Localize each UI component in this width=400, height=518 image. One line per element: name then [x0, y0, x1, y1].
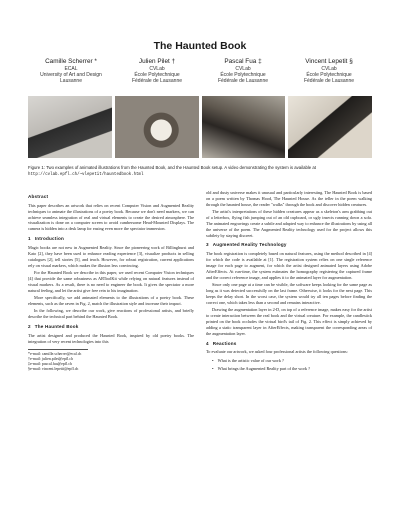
paragraph: old and dusty universe makes it unusual and particularly interesting. The Haunted Book is based on a poem written by Thomas Hood, The Haunted House. As the teller in the poem walking through the haunted house, the reader "walks" through the book and discover hidden creatures. [206, 190, 372, 207]
section-heading [206, 341, 372, 347]
figure-photo-book-hands [28, 96, 112, 158]
paragraph: Magic books are not new in Augmented Reality. Since the pioneering work of Billinghurst and Kato [2], they have been used to enhance reading experience [3], visualize products in selling catalogues [2], tell stories [5], and teach. However, for robust registration, current applications rely on visual markers, which makes the illusion less convincing. [28, 244, 194, 268]
list-item-text: What is the artistic value of our work ? [217, 357, 284, 363]
footnote: *e-mail: camille.scherrer@ecal.ch [28, 351, 82, 356]
figure-1 [28, 96, 372, 158]
author-affiliation: Lausanne [60, 77, 82, 84]
author-affiliation: École Polytechnique [306, 71, 352, 78]
list-item [212, 366, 372, 372]
section-number: 3 [206, 242, 209, 248]
author-list [28, 58, 372, 84]
paragraph: For the Haunted Book we describe in this paper, we used recent Computer Vision techniques [4] that provide the same robustness as ARToolKit while relying on natural features instead of visual markers. As a result, there is no need to engineer the book. It gives the spectator a more natural feeling, and let the artist give free rein to his imagination. [28, 269, 194, 293]
paragraph: The artist designed and produced the Haunted Book, inspired by old poetry books. The integration of very recent technologies into this [28, 332, 194, 344]
bullet-icon: • [212, 366, 214, 372]
bullet-icon: • [212, 357, 214, 363]
author-affiliation: University of Art and Design [40, 71, 102, 78]
author-affiliation: Fédérale de Lausanne [217, 77, 269, 84]
section-number: 4 [206, 340, 209, 346]
caption-text: Figure 1: Two examples of animated illustrations from the Haunted Book, and the Haunted Book setup. A video demonstrating the system is available at [28, 165, 316, 170]
paragraph: In the following, we describe our work, give reactions of professional artists, and briefly describe the technical part behind the Haunted Book. [28, 308, 194, 320]
author-affiliation: ECAL [64, 65, 78, 72]
paragraph: The artist's interpretations of these hidden creatures appear as a skeleton's arm grabbing out of a letterbox, flying fish jumping out of an old cupboard, or ugly insects running down a sofa. The animated engravings create a subtle and adapted way to enhance the illustrations by using all the universe of the poem. The Augmented Reality technology used for the project allows this subtlety by staying discreet. [206, 209, 372, 238]
section-title: Augmented Reality Technology [212, 242, 287, 248]
footnote: ‡e-mail: pascal.fua@epfl.ch [28, 362, 72, 367]
section-title: Reactions [212, 340, 237, 346]
author-block [114, 58, 200, 84]
paragraph: To evaluate our artwork, we asked four professional artists the following questions: [206, 349, 348, 355]
section-title: The Haunted Book [34, 324, 79, 330]
author-name: Pascal Fua ‡ [224, 58, 262, 65]
figure-photo-animated-illustration [202, 96, 286, 158]
abstract-heading [28, 194, 194, 200]
list-item-text: What brings the Augmented Reality part of the work ? [217, 366, 310, 372]
author-affiliation: CVLab [149, 65, 165, 72]
paper-title: The Haunted Book [153, 40, 247, 52]
author-affiliation: École Polytechnique [134, 71, 180, 78]
paragraph: Drawing the augmentation layer in 2-D, on top of a reference image, makes easy for the artist to create interaction between the real book and the virtual creature. For example, the candlestick printed on the book occludes the virtual bird's tail of Fig. 2. This effect is simply achieved by adding a static transparent layer in AfterEffects, making transparent the corresponding areas of the augmentation layer. [206, 307, 372, 336]
paragraph: More specifically, we add animated elements to the illustrations of a poetry book. These elements, such as the raven in Fig. 2, match the illustration style and increase their impact. [28, 295, 194, 306]
author-name: Vincent Lepetit § [305, 58, 353, 65]
footnote: †e-mail: julien.pilet@epfl.ch [28, 356, 73, 361]
author-block [200, 58, 286, 84]
author-block [286, 58, 372, 84]
caption-url[interactable]: http://cvlab.epfl.ch/~vlepetit/hauntedbook.html [28, 172, 144, 177]
section-title: Introduction [34, 236, 64, 242]
author-affiliation: Fédérale de Lausanne [303, 77, 355, 84]
list-item [212, 358, 372, 364]
author-affiliation: CVLab [321, 65, 337, 72]
author-affiliation: École Polytechnique [220, 71, 266, 78]
author-block [28, 58, 114, 84]
right-column [206, 190, 372, 373]
section-heading [28, 324, 194, 330]
figure-photo-book-setup [288, 96, 372, 158]
abstract-heading-text: Abstract [28, 194, 49, 199]
footnotes [28, 352, 194, 373]
figure-photo-animated-illustration [115, 96, 199, 158]
paragraph: The book registration is completely based on natural features, using the method described in [4] for which the code is available at [1]. The registration system relies on one single reference image for each page to augment, for which the artist designed animated layers using Adobe AfterEffects. At run-time, the system estimates the homography registering the captured frame and the correct reference image, and applies it to the animated layer for augmentation. [206, 251, 372, 280]
left-column [28, 190, 194, 373]
author-name: Julien Pilet † [138, 58, 176, 65]
figure-caption [28, 165, 372, 178]
section-heading [28, 236, 194, 242]
paragraph: Since only one page at a time can be visible, the software keeps looking for the same page as long as it was detected successfully on the last frame. Otherwise, it looks for the next page. This keeps the delay short. In the worst case, the system would try all ten pages before finding the correct one, which takes less than a second and remains interactive. [206, 282, 372, 305]
author-affiliation: Fédérale de Lausanne [131, 77, 183, 84]
abstract-text: This paper describes an artwork that relies on recent Computer Vision and Augmented Reality techniques to animate the illustrations of a poetry book. Because we don't need markers, we can achieve seamless integration of real and virtual elements to create the desired atmosphere. The visualization is done on a computer screen to avoid cumbersome Head-Mounted Displays. The camera is hidden into a desk lamp for easing even more the spectator immersion. [28, 202, 194, 232]
author-affiliation: CVLab [235, 65, 251, 72]
section-number: 1 [28, 236, 31, 242]
section-heading [206, 242, 372, 248]
author-name: Camille Scherrer * [45, 58, 97, 65]
section-number: 2 [28, 324, 31, 330]
footnote: §e-mail: vincent.lepetit@epfl.ch [28, 367, 79, 372]
